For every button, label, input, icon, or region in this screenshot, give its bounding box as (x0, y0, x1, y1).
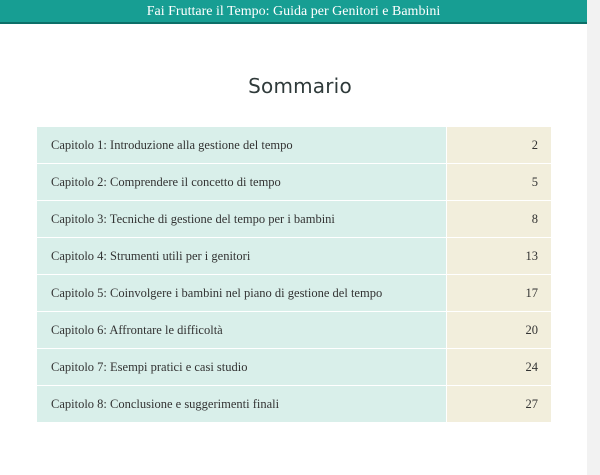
toc-row-7[interactable] (37, 349, 551, 385)
toc-row-6[interactable] (37, 312, 551, 348)
toc-chapter-label[interactable]: Capitolo 8: Conclusione e suggerimenti finali (37, 386, 446, 422)
toc-row-8[interactable] (37, 386, 551, 422)
toc-page-number: 24 (447, 349, 551, 385)
toc-page-number: 20 (447, 312, 551, 348)
toc-row-5[interactable] (37, 275, 551, 311)
toc-title: Sommario (248, 74, 352, 98)
toc-chapter-label[interactable]: Capitolo 4: Strumenti utili per i genitori (37, 238, 446, 274)
toc-chapter-label[interactable]: Capitolo 7: Esempi pratici e casi studio (37, 349, 446, 385)
toc-page-number: 8 (447, 201, 551, 237)
document-header: Fai Fruttare il Tempo: Guida per Genitori e Bambini (0, 0, 587, 24)
toc-page-number: 17 (447, 275, 551, 311)
toc-chapter-label[interactable]: Capitolo 2: Comprendere il concetto di tempo (37, 164, 446, 200)
table-of-contents (37, 127, 551, 423)
toc-row-1[interactable] (37, 127, 551, 163)
toc-page-number: 2 (447, 127, 551, 163)
toc-page-number: 5 (447, 164, 551, 200)
toc-row-3[interactable] (37, 201, 551, 237)
toc-chapter-label[interactable]: Capitolo 6: Affrontare le difficoltà (37, 312, 446, 348)
toc-chapter-label[interactable]: Capitolo 1: Introduzione alla gestione del tempo (37, 127, 446, 163)
toc-chapter-label[interactable]: Capitolo 5: Coinvolgere i bambini nel piano di gestione del tempo (37, 275, 446, 311)
toc-page-number: 13 (447, 238, 551, 274)
toc-chapter-label[interactable]: Capitolo 3: Tecniche di gestione del tempo per i bambini (37, 201, 446, 237)
toc-page-number: 27 (447, 386, 551, 422)
toc-row-4[interactable] (37, 238, 551, 274)
page-gutter (587, 0, 600, 475)
toc-row-2[interactable] (37, 164, 551, 200)
